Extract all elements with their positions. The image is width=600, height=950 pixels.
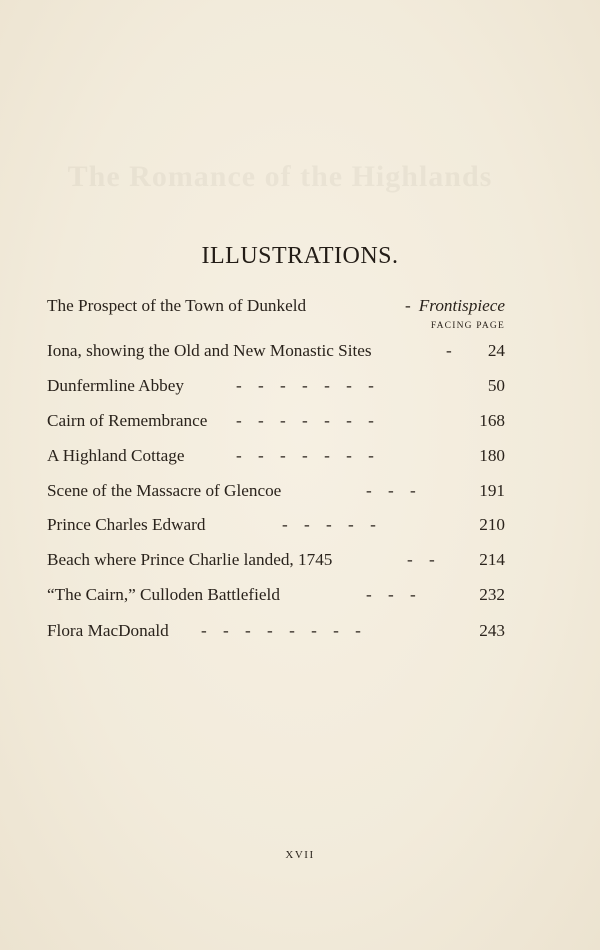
- page-number: 168: [479, 411, 505, 430]
- page-number: 210: [479, 515, 505, 534]
- page-number: 243: [479, 621, 505, 640]
- illustration-caption: Prince Charles Edward: [47, 515, 206, 534]
- list-item: [47, 409, 505, 433]
- page-reference: Frontispiece: [418, 296, 505, 315]
- page-folio: XVII: [285, 849, 315, 861]
- page-number: 214: [479, 550, 505, 569]
- page-number: 180: [479, 446, 505, 465]
- list-item: [47, 294, 505, 318]
- leader-dashes: -: [446, 341, 452, 360]
- page-number: 50: [487, 376, 505, 395]
- leader-dashes: - - - - - - -: [236, 446, 374, 465]
- page-number: 232: [479, 585, 505, 604]
- illustration-caption: A Highland Cottage: [47, 446, 185, 465]
- leader-dashes: - - - - -: [282, 515, 376, 534]
- illustration-caption: Iona, showing the Old and New Monastic Sites: [47, 341, 372, 360]
- page-number: 24: [487, 341, 505, 360]
- page-number: 191: [479, 481, 505, 500]
- illustration-caption: Cairn of Remembrance: [47, 411, 208, 430]
- leader-dashes: - - - - - - - -: [201, 621, 361, 640]
- list-item: [47, 548, 505, 572]
- list-item: [47, 513, 505, 537]
- leader-dashes: - - - - - - -: [236, 411, 374, 430]
- leader-dashes: - - - - - - -: [236, 376, 374, 395]
- leader-dashes: -: [405, 296, 411, 315]
- list-item: [47, 619, 505, 643]
- list-item: [47, 583, 505, 607]
- page-title: ILLUSTRATIONS.: [201, 243, 399, 269]
- illustration-caption: The Prospect of the Town of Dunkeld: [47, 296, 307, 315]
- list-item: [47, 374, 505, 398]
- leader-dashes: - - -: [366, 585, 416, 604]
- illustration-caption: Dunfermline Abbey: [47, 376, 184, 395]
- illustration-caption: “The Cairn,” Culloden Battlefield: [47, 585, 280, 604]
- facing-page-label: FACING PAGE: [430, 321, 505, 331]
- illustration-caption: Scene of the Massacre of Glencoe: [47, 481, 282, 500]
- list-item: [47, 339, 505, 363]
- illustration-caption: Flora MacDonald: [47, 621, 169, 640]
- list-item: [47, 444, 505, 468]
- leader-dashes: - - -: [366, 481, 416, 500]
- leader-dashes: - -: [407, 550, 435, 569]
- illustration-caption: Beach where Prince Charlie landed, 1745: [47, 550, 333, 569]
- list-item: [47, 479, 505, 503]
- bleed-through-text: The Romance of the Highlands: [67, 160, 493, 193]
